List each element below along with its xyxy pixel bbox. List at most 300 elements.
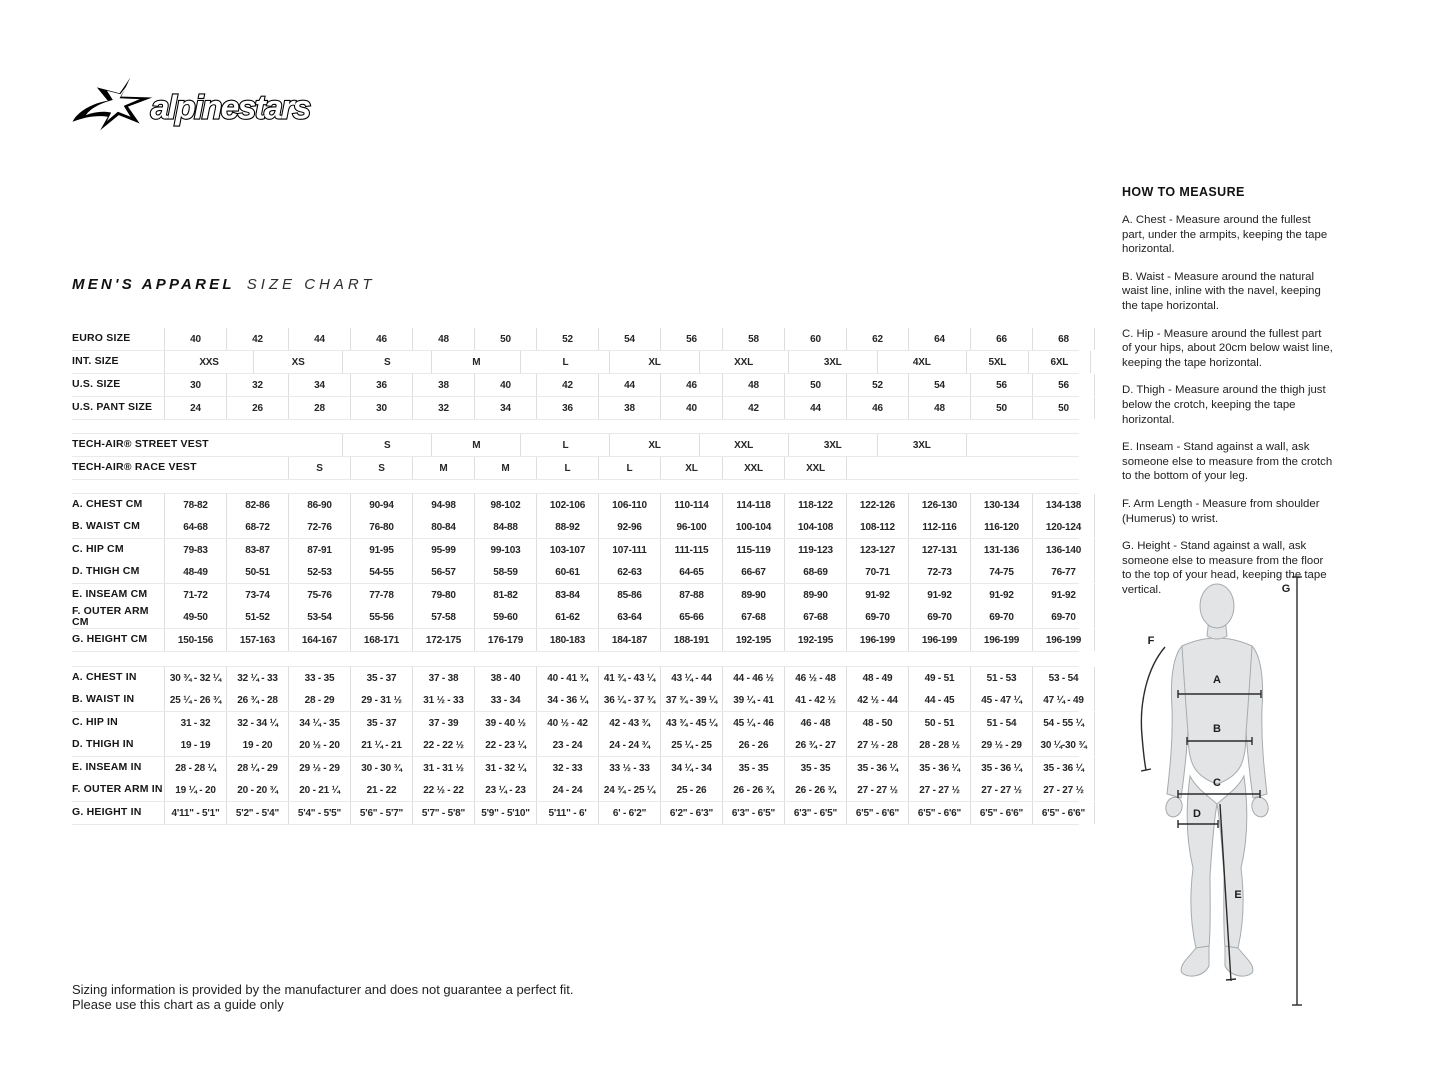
size-cell: 6'5" - 6'6" <box>1032 802 1095 824</box>
size-table <box>72 328 1087 825</box>
size-cell: 31 - 32 ¼ <box>474 757 536 779</box>
size-cell: 51-52 <box>226 606 288 628</box>
size-cell: 36 ¼ - 37 ¾ <box>598 689 660 711</box>
size-cell: 20 ½ - 20 <box>288 734 350 756</box>
size-cell: 48-49 <box>164 561 226 583</box>
size-cell: 21 - 22 <box>350 779 412 801</box>
row-label-us-pant-size: U.S. PANT SIZE <box>72 401 153 414</box>
size-cell: 196-199 <box>970 629 1032 651</box>
size-cell: 5'9" - 5'10" <box>474 802 536 824</box>
height-measure-line <box>1292 577 1302 1005</box>
size-cell: 5'4" - 5'5" <box>288 802 350 824</box>
size-cell: 90-94 <box>350 494 412 516</box>
row-label-waist-cm: B. WAIST CM <box>72 520 141 533</box>
size-cell: M <box>431 434 520 456</box>
size-cell: 68-72 <box>226 516 288 538</box>
how-to-measure-panel <box>1122 185 1334 610</box>
right-hand <box>1250 795 1271 818</box>
size-cell: 25 ¼ - 26 ¾ <box>164 689 226 711</box>
size-cell: 5'7" - 5'8" <box>412 802 474 824</box>
left-hand <box>1164 795 1185 818</box>
size-cell: 70-71 <box>846 561 908 583</box>
size-cell: 46 - 48 <box>784 712 846 734</box>
row-height-cm <box>72 629 1082 652</box>
size-cell: 39 - 40 ½ <box>474 712 536 734</box>
size-cell: 28 ¼ - 29 <box>226 757 288 779</box>
size-cell: 27 - 27 ½ <box>970 779 1032 801</box>
size-cell: 35 - 35 <box>784 757 846 779</box>
row-us-size <box>72 374 1079 397</box>
size-cell: M <box>412 457 474 479</box>
size-cell: 44 <box>784 397 846 419</box>
hip-cm-cells <box>164 539 1082 561</box>
size-cell: 38 - 40 <box>474 667 536 689</box>
size-cell: 62 <box>846 328 908 350</box>
size-cell: 42 - 43 ¾ <box>598 712 660 734</box>
row-label-inseam-cm: E. INSEAM CM <box>72 588 148 601</box>
size-cell: 60-61 <box>536 561 598 583</box>
row-label-thigh-in: D. THIGH IN <box>72 738 134 751</box>
size-cell: 64-68 <box>164 516 226 538</box>
size-cell: 26 ¾ - 27 <box>784 734 846 756</box>
size-cell: 69-70 <box>908 606 970 628</box>
row-waist-in <box>72 689 1084 712</box>
tech-air-street-cells <box>164 434 1079 456</box>
size-cell: 36 <box>350 374 412 396</box>
size-cell: 114-118 <box>722 494 784 516</box>
size-cell: 37 - 38 <box>412 667 474 689</box>
size-cell: 43 ¾ - 45 ¼ <box>660 712 722 734</box>
size-cell: 95-99 <box>412 539 474 561</box>
size-cell: 21 ¼ - 21 <box>350 734 412 756</box>
size-cell: 35 - 36 ¼ <box>908 757 970 779</box>
size-cell: 50-51 <box>226 561 288 583</box>
size-cell-empty <box>967 434 1029 456</box>
left-foot <box>1181 946 1209 976</box>
size-cell: 86-90 <box>288 494 350 516</box>
size-cell: 54 - 55 ¼ <box>1032 712 1095 734</box>
size-cell: 31 - 31 ½ <box>412 757 474 779</box>
page-title <box>72 276 376 294</box>
chest-in-cells <box>164 667 1079 689</box>
size-cell: 22 - 22 ½ <box>412 734 474 756</box>
size-cell: 34 <box>474 397 536 419</box>
size-cell: 46 <box>660 374 722 396</box>
size-cell: 33 ½ - 33 <box>598 757 660 779</box>
size-cell: 64-65 <box>660 561 722 583</box>
size-cell: 96-100 <box>660 516 722 538</box>
size-cell: 43 ¼ - 44 <box>660 667 722 689</box>
size-cell: 49-50 <box>164 606 226 628</box>
size-cell: 24 ¾ - 25 ¼ <box>598 779 660 801</box>
size-cell: 52 <box>846 374 908 396</box>
figure-label-c: C <box>1213 777 1221 789</box>
size-cell: 91-92 <box>908 584 970 606</box>
size-cell: 26 ¾ - 28 <box>226 689 288 711</box>
row-hip-cm <box>72 539 1082 561</box>
size-cell: 5XL <box>966 351 1028 373</box>
size-cell: 119-123 <box>784 539 846 561</box>
size-cell: 6' - 6'2" <box>598 802 660 824</box>
size-cell: 180-183 <box>536 629 598 651</box>
size-cell: 22 - 23 ¼ <box>474 734 536 756</box>
size-cell: 31 ½ - 33 <box>412 689 474 711</box>
size-cell: 5'2" - 5'4" <box>226 802 288 824</box>
size-cell: 91-95 <box>350 539 412 561</box>
size-cell: 48 <box>908 397 970 419</box>
size-cell: 106-110 <box>598 494 660 516</box>
size-cell: 19 - 19 <box>164 734 226 756</box>
size-cell: 28 - 29 <box>288 689 350 711</box>
size-cell: 28 - 28 ¼ <box>164 757 226 779</box>
size-cell: 79-80 <box>412 584 474 606</box>
row-label-chest-in: A. CHEST IN <box>72 671 137 684</box>
size-cell: 6XL <box>1028 351 1091 373</box>
size-cell: 123-127 <box>846 539 908 561</box>
size-cell: 34 <box>288 374 350 396</box>
size-cell: 6'3" - 6'5" <box>722 802 784 824</box>
size-cell: XL <box>609 351 698 373</box>
size-cell: 85-86 <box>598 584 660 606</box>
row-label-waist-in: B. WAIST IN <box>72 693 135 706</box>
size-cell: 184-187 <box>598 629 660 651</box>
outer-arm-cm-cells <box>164 606 1079 628</box>
row-outer-arm-cm <box>72 606 1079 629</box>
size-cell-empty <box>909 457 971 479</box>
size-cell: 3XL <box>877 434 967 456</box>
size-cell: L <box>520 351 609 373</box>
size-cell: 92-96 <box>598 516 660 538</box>
size-cell: 126-130 <box>908 494 970 516</box>
size-cell: 24 - 24 ¾ <box>598 734 660 756</box>
size-cell: 66-67 <box>722 561 784 583</box>
size-cell: 46 ½ - 48 <box>784 667 846 689</box>
size-cell: 54 <box>908 374 970 396</box>
size-cell: 56 <box>1032 374 1095 396</box>
size-cell: 157-163 <box>226 629 288 651</box>
size-cell: 5'11" - 6' <box>536 802 598 824</box>
size-cell: 136-140 <box>1032 539 1095 561</box>
how-to-measure-list <box>1122 213 1334 597</box>
size-cell: 98-102 <box>474 494 536 516</box>
size-cell: 73-74 <box>226 584 288 606</box>
size-cell: 33 - 34 <box>474 689 536 711</box>
row-us-pant-size <box>72 397 1079 420</box>
size-cell: 67-68 <box>722 606 784 628</box>
size-cell: 60 <box>784 328 846 350</box>
size-cell: 27 - 27 ½ <box>908 779 970 801</box>
size-cell: 107-111 <box>598 539 660 561</box>
size-cell: 72-73 <box>908 561 970 583</box>
size-cell: 120-124 <box>1032 516 1095 538</box>
size-cell: 32 - 33 <box>536 757 598 779</box>
size-cell: 104-108 <box>784 516 846 538</box>
size-cell: 69-70 <box>1032 606 1095 628</box>
size-cell: 29 ½ - 29 <box>970 734 1032 756</box>
size-cell: 45 - 47 ¼ <box>970 689 1032 711</box>
size-cell: 110-114 <box>660 494 722 516</box>
inseam-cm-cells <box>164 584 1079 606</box>
size-cell: 58 <box>722 328 784 350</box>
size-cell: 22 ½ - 22 <box>412 779 474 801</box>
cm-measurements-block <box>72 493 1082 652</box>
left-leg <box>1187 776 1217 948</box>
size-cell: 42 <box>722 397 784 419</box>
size-cell: 29 ½ - 29 <box>288 757 350 779</box>
size-cell: L <box>520 434 609 456</box>
size-cell: 196-199 <box>846 629 908 651</box>
tech-air-block <box>72 433 1079 480</box>
size-cell: 33 - 35 <box>288 667 350 689</box>
size-cell: 32 <box>412 397 474 419</box>
size-cell: 35 - 37 <box>350 712 412 734</box>
size-cell: 81-82 <box>474 584 536 606</box>
measure-instruction: D. Thigh - Measure around the thigh just below the crotch, keeping the tape horizontal. <box>1122 384 1326 426</box>
size-cell: XXL <box>699 351 788 373</box>
row-label-outer-arm-in: F. OUTER ARM IN <box>72 783 163 796</box>
size-cell: 56-57 <box>412 561 474 583</box>
row-label-tech-air-race-vest: TECH-AIR® RACE VEST <box>72 461 197 474</box>
row-label-height-cm: G. HEIGHT CM <box>72 633 148 646</box>
size-cell: XXL <box>722 457 784 479</box>
size-cell: 4'11" - 5'1" <box>164 802 226 824</box>
row-waist-cm <box>72 516 1082 539</box>
torso <box>1182 638 1252 784</box>
size-cell: 30 <box>350 397 412 419</box>
size-cell-empty <box>164 457 226 479</box>
size-cell: 91-92 <box>1032 584 1095 606</box>
row-euro-size <box>72 328 1079 351</box>
size-cell: 79-83 <box>164 539 226 561</box>
size-cell: 83-87 <box>226 539 288 561</box>
size-cell: 44 <box>288 328 350 350</box>
waist-cm-cells <box>164 516 1082 538</box>
size-cell: 35 - 35 <box>722 757 784 779</box>
size-cell-empty <box>971 457 1033 479</box>
size-cell: 26 - 26 <box>722 734 784 756</box>
size-cell: 188-191 <box>660 629 722 651</box>
alpinestars-star-icon <box>73 77 153 130</box>
how-to-measure-title: HOW TO MEASURE <box>1122 185 1245 199</box>
size-cell: 78-82 <box>164 494 226 516</box>
size-cell: 38 <box>412 374 474 396</box>
size-cell: 32 <box>226 374 288 396</box>
row-hip-in <box>72 712 1084 734</box>
height-in-cells <box>164 802 1086 824</box>
size-cell: 50 <box>1032 397 1095 419</box>
size-cell: 71-72 <box>164 584 226 606</box>
row-thigh-cm <box>72 561 1079 584</box>
size-cell: 23 ¼ - 23 <box>474 779 536 801</box>
figure-label-e: E <box>1234 889 1242 901</box>
size-cell: 108-112 <box>846 516 908 538</box>
size-cell: 116-120 <box>970 516 1032 538</box>
size-cell: 196-199 <box>908 629 970 651</box>
size-cell: 115-119 <box>722 539 784 561</box>
inseam-in-cells <box>164 757 1084 779</box>
size-cell: 3XL <box>788 434 877 456</box>
size-cell: 130-134 <box>970 494 1032 516</box>
int-size-cells <box>164 351 1079 373</box>
size-cell: 35 - 37 <box>350 667 412 689</box>
tech-air-race-cells <box>164 457 1079 479</box>
size-cell: 87-91 <box>288 539 350 561</box>
size-cell: 30 ¼-30 ¾ <box>1032 734 1095 756</box>
size-cell: 40 <box>164 328 226 350</box>
size-cell: 24 - 24 <box>536 779 598 801</box>
size-cell: 89-90 <box>784 584 846 606</box>
size-cell: 45 ¼ - 46 <box>722 712 784 734</box>
chest-cm-cells <box>164 494 1082 516</box>
us-size-cells <box>164 374 1079 396</box>
size-cell: 27 - 27 ½ <box>846 779 908 801</box>
size-cell: 28 <box>288 397 350 419</box>
size-cell: 28 - 28 ½ <box>908 734 970 756</box>
size-cell: 66 <box>970 328 1032 350</box>
size-cell: 54-55 <box>350 561 412 583</box>
figure-label-b: B <box>1213 723 1221 735</box>
size-cell: 74-75 <box>970 561 1032 583</box>
size-cell: 19 - 20 <box>226 734 288 756</box>
size-cell: 131-136 <box>970 539 1032 561</box>
row-chest-cm <box>72 494 1082 516</box>
size-cell: 34 - 36 ¼ <box>536 689 598 711</box>
measure-instruction: G. Height - Stand against a wall, ask someone else to measure from the floor to the top of your head, keeping the tape vertical. <box>1122 540 1327 596</box>
size-cell: 111-115 <box>660 539 722 561</box>
row-height-in <box>72 802 1086 825</box>
figure-label-g: G <box>1281 583 1291 595</box>
size-cell: 103-107 <box>536 539 598 561</box>
row-label-height-in: G. HEIGHT IN <box>72 806 142 819</box>
row-label-tech-air-street-vest: TECH-AIR® STREET VEST <box>72 438 209 451</box>
size-cell: L <box>598 457 660 479</box>
size-cell: 30 ¾ - 32 ¼ <box>164 667 226 689</box>
size-cell: 44 <box>598 374 660 396</box>
size-cell: 127-131 <box>908 539 970 561</box>
size-cell: 52-53 <box>288 561 350 583</box>
size-cell: 51 - 53 <box>970 667 1032 689</box>
size-cell: 65-66 <box>660 606 722 628</box>
disclaimer <box>72 982 574 1012</box>
size-cell: 63-64 <box>598 606 660 628</box>
size-cell: 40 <box>660 397 722 419</box>
size-cell: 118-122 <box>784 494 846 516</box>
size-cell: 36 <box>536 397 598 419</box>
size-cell: 50 <box>784 374 846 396</box>
size-cell: 84-88 <box>474 516 536 538</box>
size-cell: 75-76 <box>288 584 350 606</box>
size-cell: 6'2" - 6'3" <box>660 802 722 824</box>
in-measurements-block <box>72 666 1087 825</box>
size-cell-empty <box>847 457 909 479</box>
size-cell: 69-70 <box>970 606 1032 628</box>
title-secondary: SIZE CHART <box>246 276 376 293</box>
size-cell-empty <box>1033 457 1096 479</box>
row-chest-in <box>72 667 1079 689</box>
size-cell: 27 - 27 ½ <box>1032 779 1095 801</box>
figure-label-a: A <box>1213 674 1221 686</box>
size-cell: 50 <box>970 397 1032 419</box>
size-cell: 176-179 <box>474 629 536 651</box>
size-cell: 112-116 <box>908 516 970 538</box>
size-cell: 53-54 <box>288 606 350 628</box>
arm-length-measure-line <box>1141 647 1165 770</box>
size-cell-empty <box>1029 434 1092 456</box>
size-cell: 35 - 36 ¼ <box>970 757 1032 779</box>
alpinestars-logo <box>70 72 322 138</box>
size-cell: 50 <box>474 328 536 350</box>
size-cell: 40 - 41 ¾ <box>536 667 598 689</box>
size-cell: 99-103 <box>474 539 536 561</box>
size-cell: 40 <box>474 374 536 396</box>
size-cell: 6'5" - 6'6" <box>846 802 908 824</box>
size-cell: 38 <box>598 397 660 419</box>
size-cell: 56 <box>970 374 1032 396</box>
size-cell: 76-77 <box>1032 561 1095 583</box>
size-cell: XL <box>660 457 722 479</box>
row-tech-air-street-vest <box>72 434 1079 457</box>
size-cell: 31 - 32 <box>164 712 226 734</box>
size-cell: 57-58 <box>412 606 474 628</box>
size-cell: 3XL <box>788 351 877 373</box>
size-cell: 41 - 42 ½ <box>784 689 846 711</box>
size-cell: 122-126 <box>846 494 908 516</box>
size-cell: 20 - 20 ¾ <box>226 779 288 801</box>
size-cell: 49 - 51 <box>908 667 970 689</box>
size-cell: 41 ¾ - 43 ¼ <box>598 667 660 689</box>
thigh-cm-cells <box>164 561 1079 583</box>
size-cell: 134-138 <box>1032 494 1095 516</box>
size-cell: 48 - 49 <box>846 667 908 689</box>
size-cell: 62-63 <box>598 561 660 583</box>
head <box>1200 584 1234 628</box>
euro-size-cells <box>164 328 1079 350</box>
size-cell-empty <box>164 434 253 456</box>
size-cell: 23 - 24 <box>536 734 598 756</box>
size-cell: 37 ¾ - 39 ¼ <box>660 689 722 711</box>
size-cell: S <box>288 457 350 479</box>
size-cell: XS <box>253 351 342 373</box>
size-cell: 91-92 <box>846 584 908 606</box>
measure-instruction: B. Waist - Measure around the natural waist line, inline with the navel, keeping the tape horizontal. <box>1122 270 1321 312</box>
row-label-hip-cm: C. HIP CM <box>72 543 124 556</box>
size-cell: XXS <box>164 351 253 373</box>
measure-instruction: C. Hip - Measure around the fullest part of your hips, about 20cm below waist line, keeping the tape horizontal. <box>1122 327 1333 369</box>
row-label-us-size: U.S. SIZE <box>72 378 121 391</box>
size-cell: 58-59 <box>474 561 536 583</box>
size-cell: 44 - 46 ½ <box>722 667 784 689</box>
size-cell: 55-56 <box>350 606 412 628</box>
size-cell: 54 <box>598 328 660 350</box>
size-cell: 172-175 <box>412 629 474 651</box>
arm-length-tick <box>1141 769 1151 771</box>
size-cell: 32 - 34 ¼ <box>226 712 288 734</box>
size-cell: 5'6" - 5'7" <box>350 802 412 824</box>
size-cell: 102-106 <box>536 494 598 516</box>
size-cell: S <box>350 457 412 479</box>
size-cell: M <box>431 351 520 373</box>
size-cell: 42 ½ - 44 <box>846 689 908 711</box>
size-cell: 24 <box>164 397 226 419</box>
row-inseam-cm <box>72 584 1079 606</box>
size-cell: 168-171 <box>350 629 412 651</box>
size-cell: 48 <box>412 328 474 350</box>
size-cell: 69-70 <box>846 606 908 628</box>
size-cell: 72-76 <box>288 516 350 538</box>
size-cell: 64 <box>908 328 970 350</box>
right-leg <box>1217 776 1247 948</box>
height-cm-cells <box>164 629 1082 651</box>
